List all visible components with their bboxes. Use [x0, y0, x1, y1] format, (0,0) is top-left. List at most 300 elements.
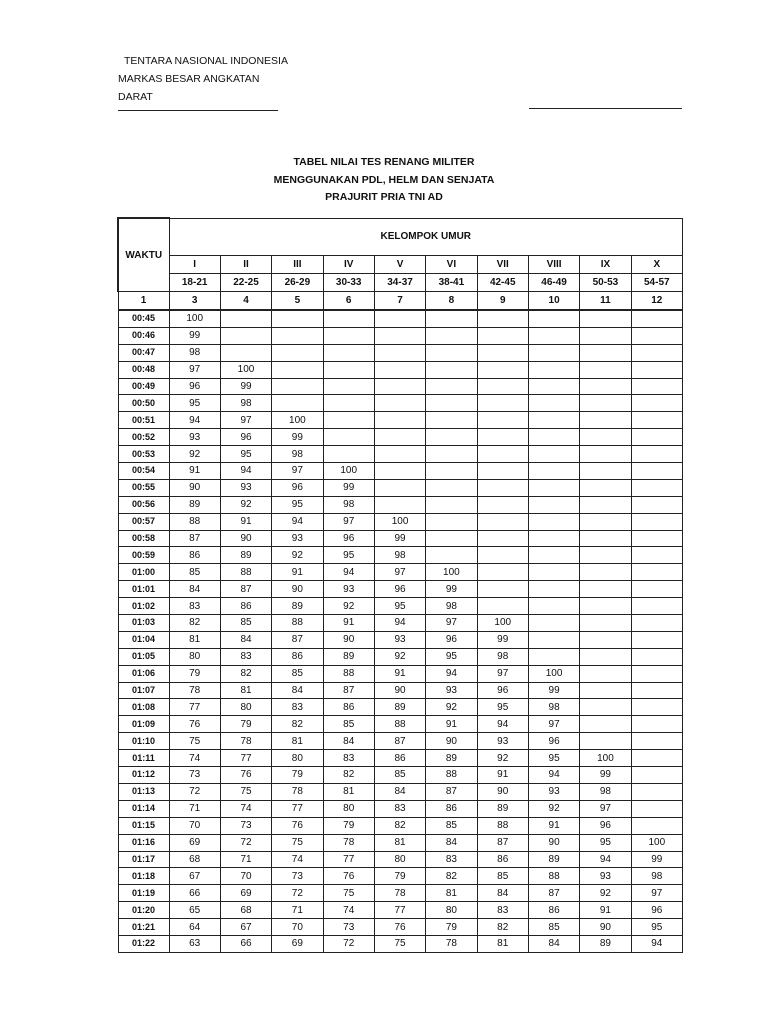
- score-cell: [477, 479, 528, 496]
- score-cell: 70: [169, 817, 220, 834]
- table-row: [118, 733, 683, 750]
- score-cell: 96: [220, 429, 271, 446]
- score-cell: 85: [169, 564, 220, 581]
- title-line-2: MENGGUNAKAN PDL, HELM DAN SENJATA: [273, 173, 495, 186]
- score-cell: 73: [323, 919, 374, 936]
- score-cell: [528, 310, 579, 327]
- score-cell: 72: [169, 783, 220, 800]
- score-cell: [272, 344, 323, 361]
- score-cell: [580, 412, 631, 429]
- score-cell: 90: [169, 479, 220, 496]
- score-cell: [272, 327, 323, 344]
- score-cell: 100: [477, 615, 528, 632]
- score-cell: 71: [272, 902, 323, 919]
- score-cell: 92: [220, 496, 271, 513]
- table-row: [118, 361, 683, 378]
- score-cell: [426, 327, 477, 344]
- score-cell: 98: [477, 648, 528, 665]
- score-cell: 88: [374, 716, 425, 733]
- score-cell: 83: [477, 902, 528, 919]
- header-age-group: KELOMPOK UMUR: [169, 218, 683, 255]
- table-row: [118, 817, 683, 834]
- score-cell: 86: [220, 598, 271, 615]
- score-cell: 65: [169, 902, 220, 919]
- score-cell: [580, 496, 631, 513]
- score-cell: 82: [169, 615, 220, 632]
- score-cell: 99: [374, 530, 425, 547]
- score-cell: [528, 327, 579, 344]
- score-cell: 73: [220, 817, 271, 834]
- score-cell: [631, 496, 682, 513]
- score-cell: [631, 767, 682, 784]
- score-cell: 70: [220, 868, 271, 885]
- score-cell: 98: [323, 496, 374, 513]
- score-cell: 88: [477, 817, 528, 834]
- score-cell: [580, 463, 631, 480]
- score-cell: 69: [220, 885, 271, 902]
- score-cell: 99: [631, 851, 682, 868]
- score-cell: 98: [272, 446, 323, 463]
- score-cell: 67: [220, 919, 271, 936]
- score-cell: [477, 564, 528, 581]
- score-cell: [426, 446, 477, 463]
- score-cell: [323, 429, 374, 446]
- time-cell: 00:59: [118, 547, 169, 564]
- score-cell: 91: [477, 767, 528, 784]
- score-cell: 87: [169, 530, 220, 547]
- score-cell: 85: [374, 767, 425, 784]
- header-age-range-4: 30-33: [323, 273, 374, 291]
- score-cell: 76: [374, 919, 425, 936]
- score-cell: [374, 429, 425, 446]
- time-cell: 00:49: [118, 378, 169, 395]
- score-cell: 90: [528, 834, 579, 851]
- score-cell: 94: [374, 615, 425, 632]
- score-cell: 81: [374, 834, 425, 851]
- score-cell: [580, 581, 631, 598]
- score-cell: 77: [220, 750, 271, 767]
- score-cell: [580, 733, 631, 750]
- time-cell: 01:01: [118, 581, 169, 598]
- score-cell: 97: [477, 665, 528, 682]
- score-cell: 97: [220, 412, 271, 429]
- score-cell: 84: [323, 733, 374, 750]
- score-cell: [374, 463, 425, 480]
- time-cell: 01:07: [118, 682, 169, 699]
- score-cell: 98: [631, 868, 682, 885]
- header-age-range-3: 26-29: [272, 273, 323, 291]
- document-title: [0, 154, 768, 207]
- score-cell: 93: [272, 530, 323, 547]
- header-column-number: 5: [272, 292, 323, 311]
- score-cell: 85: [528, 919, 579, 936]
- score-cell: 96: [323, 530, 374, 547]
- score-cell: 77: [169, 699, 220, 716]
- time-cell: 00:46: [118, 327, 169, 344]
- title-line-3: PRAJURIT PRIA TNI AD: [325, 191, 443, 203]
- table-row: [118, 885, 683, 902]
- score-cell: 98: [528, 699, 579, 716]
- time-cell: 01:13: [118, 783, 169, 800]
- score-cell: 98: [169, 344, 220, 361]
- score-cell: 77: [272, 800, 323, 817]
- score-cell: 87: [323, 682, 374, 699]
- time-cell: 01:03: [118, 615, 169, 632]
- score-cell: 93: [169, 429, 220, 446]
- score-cell: 100: [426, 564, 477, 581]
- header-column-number: 8: [426, 292, 477, 311]
- score-cell: 76: [169, 716, 220, 733]
- score-cell: 92: [169, 446, 220, 463]
- score-cell: 81: [323, 783, 374, 800]
- score-cell: 96: [580, 817, 631, 834]
- score-cell: 70: [272, 919, 323, 936]
- time-cell: 01:06: [118, 665, 169, 682]
- score-cell: 91: [374, 665, 425, 682]
- score-cell: [528, 429, 579, 446]
- score-cell: 91: [580, 902, 631, 919]
- score-cell: 79: [169, 665, 220, 682]
- score-cell: 90: [426, 733, 477, 750]
- score-cell: [528, 564, 579, 581]
- score-cell: [580, 344, 631, 361]
- score-cell: [580, 378, 631, 395]
- table-row: [118, 598, 683, 615]
- score-cell: 93: [426, 682, 477, 699]
- score-cell: 99: [220, 378, 271, 395]
- score-cell: 89: [220, 547, 271, 564]
- time-cell: 01:04: [118, 631, 169, 648]
- score-cell: [580, 446, 631, 463]
- table-row: [118, 581, 683, 598]
- score-cell: 69: [169, 834, 220, 851]
- score-cell: [374, 361, 425, 378]
- score-cell: [528, 463, 579, 480]
- table-row: [118, 800, 683, 817]
- score-cell: 95: [477, 699, 528, 716]
- score-cell: 92: [374, 648, 425, 665]
- time-cell: 01:00: [118, 564, 169, 581]
- score-cell: 96: [631, 902, 682, 919]
- header-age-range-6: 38-41: [426, 273, 477, 291]
- score-cell: [323, 446, 374, 463]
- score-cell: [631, 412, 682, 429]
- score-cell: 88: [220, 564, 271, 581]
- score-cell: [580, 429, 631, 446]
- score-cell: 96: [169, 378, 220, 395]
- score-cell: 74: [272, 851, 323, 868]
- score-cell: [220, 344, 271, 361]
- score-cell: 93: [477, 733, 528, 750]
- score-cell: 88: [323, 665, 374, 682]
- score-cell: [631, 581, 682, 598]
- score-cell: [631, 665, 682, 682]
- signature-line: [529, 108, 682, 109]
- score-cell: [477, 496, 528, 513]
- time-cell: 01:08: [118, 699, 169, 716]
- score-cell: [272, 361, 323, 378]
- org-name: TENTARA NASIONAL INDONESIA: [124, 55, 288, 67]
- table-row: [118, 767, 683, 784]
- score-cell: 93: [374, 631, 425, 648]
- header-group-2: II: [220, 255, 271, 273]
- score-cell: [631, 648, 682, 665]
- score-cell: 94: [631, 935, 682, 952]
- score-cell: [631, 800, 682, 817]
- header-column-number: 3: [169, 292, 220, 311]
- score-cell: 95: [426, 648, 477, 665]
- score-cell: 96: [528, 733, 579, 750]
- score-cell: [580, 631, 631, 648]
- score-cell: 90: [374, 682, 425, 699]
- score-cell: 78: [169, 682, 220, 699]
- score-cell: 99: [528, 682, 579, 699]
- score-cell: 94: [477, 716, 528, 733]
- score-cell: [477, 513, 528, 530]
- score-cell: 95: [169, 395, 220, 412]
- score-cell: 85: [477, 868, 528, 885]
- time-cell: 01:09: [118, 716, 169, 733]
- score-cell: 88: [528, 868, 579, 885]
- score-cell: [580, 513, 631, 530]
- score-cell: 83: [374, 800, 425, 817]
- time-cell: 00:58: [118, 530, 169, 547]
- score-cell: 92: [272, 547, 323, 564]
- score-cell: [631, 361, 682, 378]
- score-cell: [220, 327, 271, 344]
- score-cell: 86: [323, 699, 374, 716]
- score-cell: [374, 479, 425, 496]
- table-row: [118, 564, 683, 581]
- score-cell: [528, 530, 579, 547]
- score-cell: 95: [374, 598, 425, 615]
- score-cell: 97: [374, 564, 425, 581]
- score-cell: [220, 310, 271, 327]
- score-cell: 95: [631, 919, 682, 936]
- score-cell: 92: [528, 800, 579, 817]
- table-row: [118, 699, 683, 716]
- score-cell: [323, 310, 374, 327]
- score-cell: 89: [272, 598, 323, 615]
- score-cell: [580, 547, 631, 564]
- time-cell: 01:21: [118, 919, 169, 936]
- score-cell: [580, 395, 631, 412]
- score-cell: 75: [272, 834, 323, 851]
- time-cell: 01:14: [118, 800, 169, 817]
- header-column-number: 10: [528, 292, 579, 311]
- table-row: [118, 682, 683, 699]
- score-cell: 100: [631, 834, 682, 851]
- score-cell: [477, 378, 528, 395]
- score-cell: [580, 648, 631, 665]
- score-cell: 89: [169, 496, 220, 513]
- score-cell: 98: [374, 547, 425, 564]
- score-cell: [426, 530, 477, 547]
- time-cell: 00:52: [118, 429, 169, 446]
- score-cell: 95: [220, 446, 271, 463]
- score-cell: 90: [220, 530, 271, 547]
- time-cell: 01:12: [118, 767, 169, 784]
- table-row: [118, 496, 683, 513]
- score-cell: 80: [220, 699, 271, 716]
- score-cell: 98: [580, 783, 631, 800]
- score-cell: 82: [272, 716, 323, 733]
- score-cell: [580, 564, 631, 581]
- score-cell: 86: [374, 750, 425, 767]
- score-cell: [528, 496, 579, 513]
- table-row: [118, 648, 683, 665]
- score-cell: [528, 395, 579, 412]
- org-unit: MARKAS BESAR ANGKATAN DARAT: [118, 70, 278, 111]
- score-cell: [631, 327, 682, 344]
- header-age-range-10: 54-57: [631, 273, 682, 291]
- score-cell: 100: [169, 310, 220, 327]
- score-cell: 90: [323, 631, 374, 648]
- table-row: [118, 530, 683, 547]
- score-cell: [631, 598, 682, 615]
- header-column-number: 6: [323, 292, 374, 311]
- score-cell: 87: [220, 581, 271, 598]
- score-cell: 97: [580, 800, 631, 817]
- score-cell: [580, 665, 631, 682]
- score-cell: [631, 750, 682, 767]
- time-cell: 00:57: [118, 513, 169, 530]
- score-cell: 87: [528, 885, 579, 902]
- title-line-1: TABEL NILAI TES RENANG MILITER: [293, 156, 475, 168]
- score-cell: 76: [272, 817, 323, 834]
- score-cell: 78: [323, 834, 374, 851]
- score-cell: 100: [272, 412, 323, 429]
- score-cell: [580, 530, 631, 547]
- score-cell: 76: [323, 868, 374, 885]
- score-cell: [323, 378, 374, 395]
- score-cell: 90: [580, 919, 631, 936]
- score-cell: [631, 344, 682, 361]
- header-group-9: IX: [580, 255, 631, 273]
- score-cell: [528, 344, 579, 361]
- score-cell: [631, 564, 682, 581]
- header-group-6: VI: [426, 255, 477, 273]
- score-cell: 95: [580, 834, 631, 851]
- score-cell: [426, 547, 477, 564]
- score-cell: [477, 310, 528, 327]
- score-cell: [426, 479, 477, 496]
- table-row: [118, 327, 683, 344]
- score-cell: 92: [477, 750, 528, 767]
- score-cell: 97: [426, 615, 477, 632]
- score-cell: 97: [631, 885, 682, 902]
- score-cell: [580, 699, 631, 716]
- header-column-number: 12: [631, 292, 682, 311]
- score-cell: 87: [426, 783, 477, 800]
- score-cell: [477, 429, 528, 446]
- score-cell: 87: [272, 631, 323, 648]
- score-cell: [528, 446, 579, 463]
- score-cell: 95: [528, 750, 579, 767]
- score-cell: 84: [528, 935, 579, 952]
- score-cell: [426, 463, 477, 480]
- score-cell: 71: [169, 800, 220, 817]
- score-cell: 97: [528, 716, 579, 733]
- score-cell: 85: [323, 716, 374, 733]
- score-cell: 77: [323, 851, 374, 868]
- time-cell: 01:20: [118, 902, 169, 919]
- score-cell: [631, 783, 682, 800]
- score-cell: [426, 429, 477, 446]
- score-cell: 83: [220, 648, 271, 665]
- score-cell: [426, 344, 477, 361]
- score-cell: 97: [323, 513, 374, 530]
- score-cell: [426, 513, 477, 530]
- header-group-5: V: [374, 255, 425, 273]
- score-cell: 97: [272, 463, 323, 480]
- score-cell: 74: [220, 800, 271, 817]
- score-cell: 75: [169, 733, 220, 750]
- score-cell: [528, 513, 579, 530]
- score-cell: [374, 344, 425, 361]
- score-cell: 99: [272, 429, 323, 446]
- score-cell: 64: [169, 919, 220, 936]
- table-row: [118, 868, 683, 885]
- header-group-3: III: [272, 255, 323, 273]
- score-cell: 86: [272, 648, 323, 665]
- table-row: [118, 935, 683, 952]
- score-cell: 89: [477, 800, 528, 817]
- score-cell: [477, 446, 528, 463]
- score-cell: 73: [169, 767, 220, 784]
- score-cell: [374, 327, 425, 344]
- score-cell: 81: [220, 682, 271, 699]
- score-cell: [374, 378, 425, 395]
- header-group-8: VIII: [528, 255, 579, 273]
- score-cell: [580, 598, 631, 615]
- score-cell: 72: [272, 885, 323, 902]
- score-cell: [580, 361, 631, 378]
- score-cell: 80: [169, 648, 220, 665]
- score-cell: 86: [477, 851, 528, 868]
- score-cell: [426, 310, 477, 327]
- score-cell: [631, 631, 682, 648]
- score-cell: 85: [426, 817, 477, 834]
- score-table: [117, 217, 683, 953]
- header-group-4: IV: [323, 255, 374, 273]
- score-cell: [426, 412, 477, 429]
- score-cell: [580, 615, 631, 632]
- score-cell: 96: [374, 581, 425, 598]
- table-row: [118, 395, 683, 412]
- score-cell: 78: [220, 733, 271, 750]
- score-cell: 84: [220, 631, 271, 648]
- table-row: [118, 750, 683, 767]
- score-cell: [631, 429, 682, 446]
- score-cell: 99: [477, 631, 528, 648]
- score-cell: [528, 547, 579, 564]
- score-cell: [374, 446, 425, 463]
- score-cell: 98: [220, 395, 271, 412]
- time-cell: 01:10: [118, 733, 169, 750]
- score-cell: 93: [220, 479, 271, 496]
- table-row: [118, 615, 683, 632]
- score-cell: 74: [323, 902, 374, 919]
- score-cell: [528, 631, 579, 648]
- score-cell: 84: [374, 783, 425, 800]
- score-cell: 81: [169, 631, 220, 648]
- score-cell: [477, 463, 528, 480]
- score-cell: 87: [477, 834, 528, 851]
- score-cell: [323, 361, 374, 378]
- score-cell: 91: [169, 463, 220, 480]
- table-row: [118, 513, 683, 530]
